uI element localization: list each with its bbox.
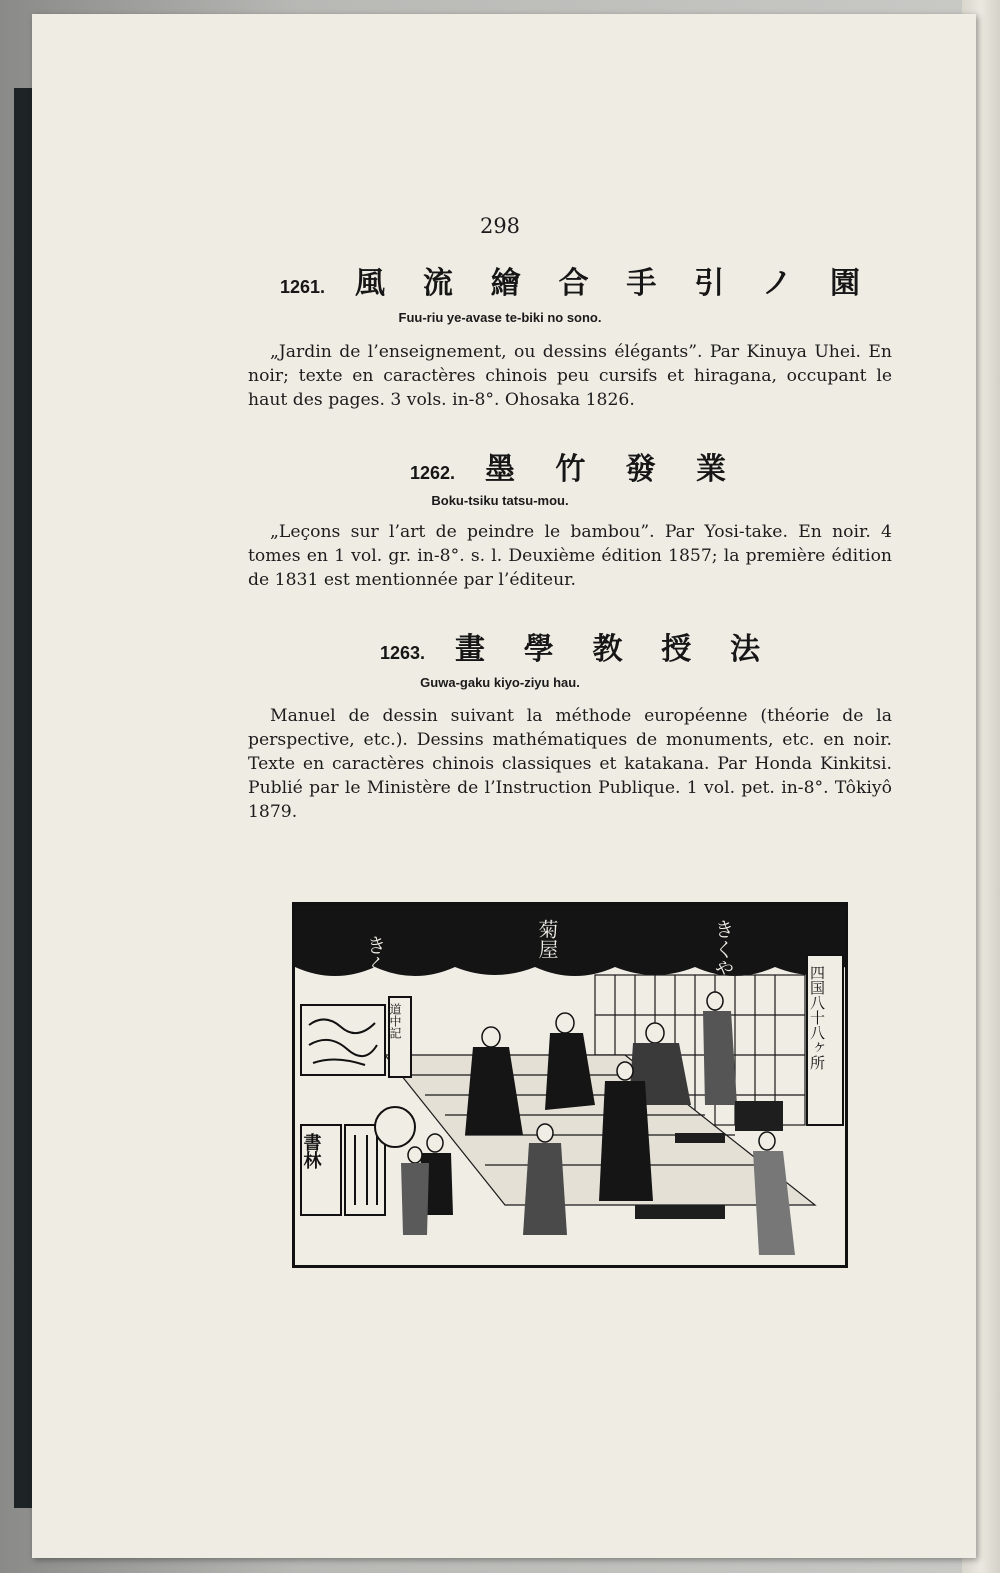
entry-1263-transliteration: Guwa-gaku kiyo-ziyu hau. [420,675,580,690]
kanji-char: 學 [523,632,554,667]
woodblock-illustration [292,902,848,1268]
bookstore-sign: 書林 [300,1133,322,1169]
entry-title-kanji [455,624,760,668]
entry-1263-heading [380,624,760,668]
entry-number: 1261. [280,277,326,297]
kanji-char: 流 [422,266,453,301]
kanji-char: 畫 [455,632,486,667]
kanji-char: 風 [355,266,386,301]
noren-sign-center: 菊屋 [535,919,559,959]
kanji-char: ノ [762,266,793,301]
description-text: „Jardin de l’enseignement, ou dessins élégants”. Par Kinuya Uhei. En noir; texte en caractères chinois peu cursifs et hiragana, occupant le haut des pages. 3 vols. in-8°. Ohosaka 1826. [248,342,892,410]
kanji-char: 引 [694,266,725,301]
kanji-char: 墨 [485,452,516,487]
description-text: Manuel de dessin suivant la méthode européenne (théorie de la perspective, etc.). Dessins mathématiques de monuments, etc. en noir. Texte en caractères chinois classiques et katakana. Par Honda Kinkitsi. Publié par le Ministère de l’Instruction Publique. 1 vol. pet. in-8°. Tôkiyô 1879. [248,706,892,822]
kanji-char: 繪 [490,266,521,301]
entry-1262-heading [410,444,726,488]
entry-number: 1263. [380,643,426,663]
kanji-char: 園 [829,266,860,301]
bookshop-scene-drawing [295,905,845,1265]
entry-1261-transliteration: Fuu-riu ye-avase te-biki no sono. [398,310,602,325]
vertical-shop-sign: 四国八十八ヶ所 [808,965,826,1070]
entry-1262-description [248,520,892,592]
page-number: 298 [479,214,521,238]
entry-number: 1262. [410,463,456,483]
entry-1263-description [248,704,892,824]
kanji-char: 業 [695,452,726,487]
small-sign: 道中記 [388,1003,402,1039]
noren-sign-left: きくや [363,935,387,995]
kanji-char: 發 [625,452,656,487]
kanji-char: 授 [661,632,692,667]
entry-1261-heading [280,258,860,302]
kanji-char: 法 [729,632,760,667]
entry-1262-transliteration: Boku-tsiku tatsu-mou. [431,493,569,508]
entry-title-kanji [355,258,860,302]
kanji-char: 竹 [555,452,586,487]
noren-sign-right: きくや [711,919,735,979]
kanji-char: 手 [626,266,657,301]
description-text: „Leçons sur l’art de peindre le bambou”. Par Yosi-take. En noir. 4 tomes en 1 vol. gr. in-8°. s. l. Deuxième édition 1857; la première édition de 1831 est mentionnée par l’éditeur. [248,522,892,590]
entry-title-kanji [485,444,726,488]
kanji-char: 合 [558,266,589,301]
entry-1261-description [248,340,892,412]
kanji-char: 教 [592,632,623,667]
